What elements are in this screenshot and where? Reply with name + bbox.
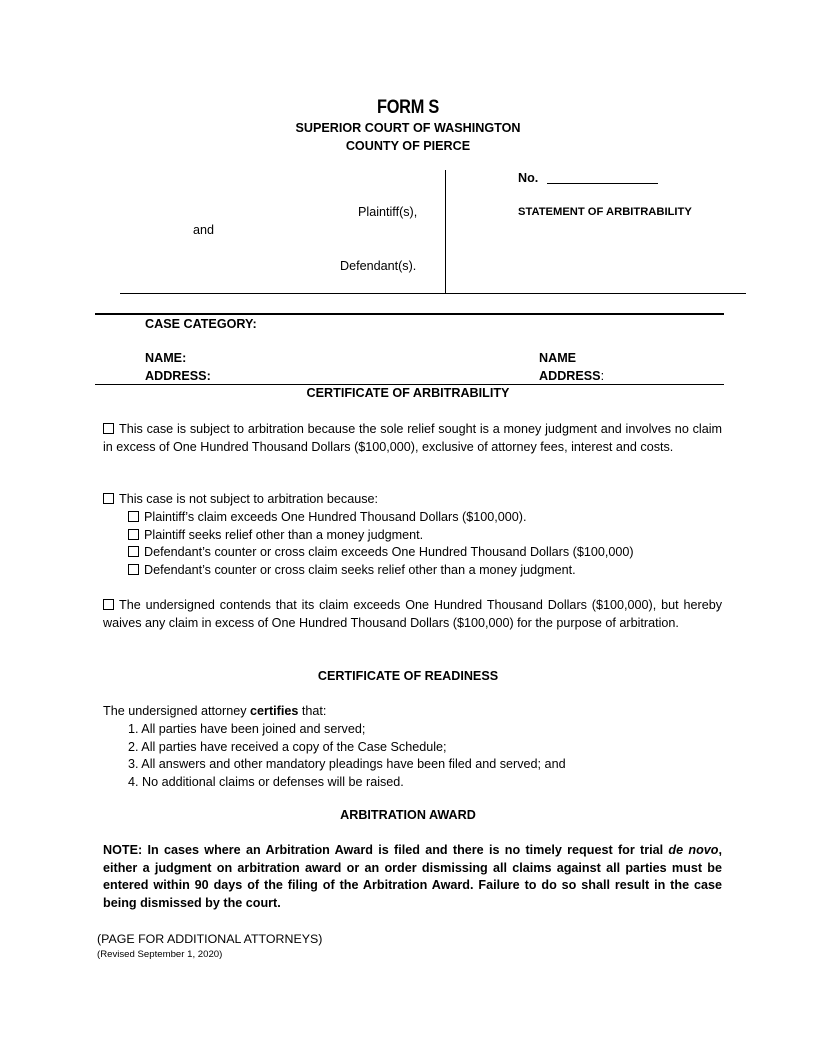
waiver-text: The undersigned contends that its claim exceeds One Hundred Thousand Dollars ($100,000), but hereby waives any claim in excess of One Hundred Thousand Dollars ($100,000) for the purpose of arbitration. <box>103 598 722 630</box>
plaintiff-label: Plaintiff(s), <box>358 205 418 219</box>
not-subject-checkbox[interactable] <box>103 493 114 504</box>
document-title: STATEMENT OF ARBITRABILITY <box>518 206 692 218</box>
case-category-label: CASE CATEGORY: <box>145 317 257 331</box>
form-header <box>0 97 816 155</box>
case-number-label: No. <box>518 171 539 185</box>
revision-date: (Revised September 1, 2020) <box>97 949 223 960</box>
additional-attorneys-label: (PAGE FOR ADDITIONAL ATTORNEYS) <box>97 932 323 946</box>
reason-checkbox[interactable] <box>128 511 139 522</box>
address-left-label: ADDRESS: <box>145 369 211 383</box>
case-info-top-rule <box>95 313 724 315</box>
county-name: COUNTY OF PIERCE <box>345 138 471 153</box>
subject-to-arbitration-item <box>103 421 722 456</box>
note-text: NOTE: In cases where an Arbitration Award is filed and there is no timely request for trial <box>103 843 669 857</box>
name-left-label: NAME: <box>145 351 187 365</box>
award-note <box>103 842 722 912</box>
subject-text: This case is subject to arbitration because the sole relief sought is a money judgment and involves no claim in excess of One Hundred Thousand Dollars ($100,000), exclusive of attorney fees, interest and costs. <box>103 422 722 454</box>
form-title: FORM S <box>376 97 440 118</box>
reason-text: Defendant’s counter or cross claim exceeds One Hundred Thousand Dollars ($100,000) <box>144 545 634 560</box>
address-right-label <box>539 368 604 386</box>
readiness-heading: CERTIFICATE OF READINESS <box>317 669 499 683</box>
readiness-intro <box>103 703 326 721</box>
readiness-item: 1. All parties have been joined and served; <box>128 722 366 736</box>
name-right-label: NAME <box>539 351 577 365</box>
readiness-item: 4. No additional claims or defenses will be raised. <box>128 774 404 789</box>
intro-end-text: that: <box>298 704 327 718</box>
reason-item <box>128 562 634 580</box>
intro-bold-text: certifies <box>250 704 299 718</box>
waiver-item <box>103 597 722 632</box>
subject-checkbox[interactable] <box>103 423 114 434</box>
not-subject-item <box>103 491 722 509</box>
waiver-checkbox[interactable] <box>103 599 114 610</box>
not-subject-text: This case is not subject to arbitration because: <box>119 492 379 506</box>
reason-item <box>128 544 634 562</box>
reason-checkbox[interactable] <box>128 546 139 557</box>
note-text-end: , either a judgment on arbitration award or an order dismissing all claims against all parties must be entered within 90 days of the filing of the Arbitration Award. Failure to do so shall result in the case being dismissed by the court. <box>103 843 722 910</box>
arbitrability-heading: CERTIFICATE OF ARBITRABILITY <box>306 386 510 400</box>
reason-checkbox[interactable] <box>128 529 139 540</box>
and-label: and <box>193 223 215 237</box>
caption-vertical-divider <box>445 170 446 293</box>
reason-checkbox[interactable] <box>128 564 139 575</box>
reason-item <box>128 527 634 545</box>
reason-item <box>128 509 634 527</box>
intro-text: The undersigned attorney <box>103 704 251 718</box>
readiness-item: 3. All answers and other mandatory pleadings have been filed and served; and <box>128 757 566 772</box>
case-number-blank[interactable] <box>547 183 658 184</box>
award-heading: ARBITRATION AWARD <box>340 808 476 822</box>
address-right-colon: : <box>600 369 605 383</box>
readiness-list <box>128 721 566 791</box>
reason-text: Plaintiff seeks relief other than a money judgment. <box>144 527 424 542</box>
address-right-text: ADDRESS <box>539 369 601 383</box>
note-italic-text: de novo <box>668 843 719 857</box>
reasons-list <box>128 509 634 579</box>
court-name: SUPERIOR COURT OF WASHINGTON <box>295 121 521 135</box>
reason-text: Defendant’s counter or cross claim seeks relief other than a money judgment. <box>144 562 576 577</box>
caption-bottom-rule <box>120 293 746 294</box>
reason-text: Plaintiff’s claim exceeds One Hundred Thousand Dollars ($100,000). <box>144 510 527 524</box>
readiness-item: 2. All parties have received a copy of the Case Schedule; <box>128 739 447 754</box>
defendant-label: Defendant(s). <box>340 259 417 273</box>
